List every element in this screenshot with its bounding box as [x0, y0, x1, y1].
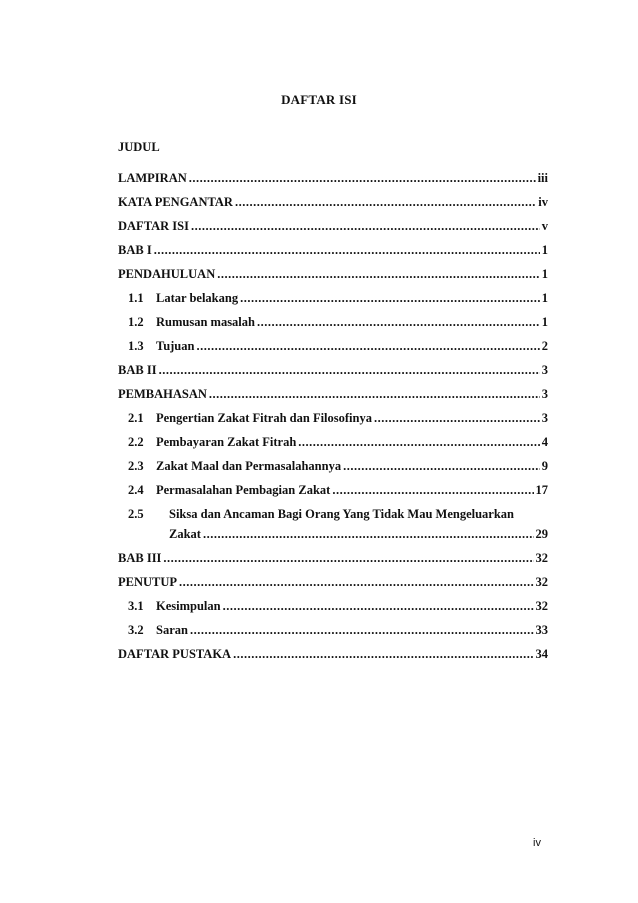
toc-label: Permasalahan Pembagian Zakat: [156, 483, 331, 497]
toc-label: JUDUL: [118, 140, 160, 154]
toc-section-number: 2.2: [128, 435, 144, 449]
toc-leader-dots: [223, 599, 534, 614]
toc-label: Kesimpulan: [156, 599, 221, 613]
toc-page-number: 32: [535, 551, 548, 565]
toc-label: LAMPIRAN: [118, 171, 187, 185]
toc-entry-2-1[interactable]: [118, 411, 548, 435]
toc-section-number: 3.2: [128, 623, 144, 637]
toc-entry-1-3[interactable]: [118, 339, 548, 363]
toc-leader-dots: [343, 459, 540, 474]
toc-label: BAB II: [118, 363, 157, 377]
toc-page-number: 3: [541, 363, 548, 377]
toc-leader-dots: [163, 551, 533, 566]
toc-entry-judul: [118, 140, 548, 164]
toc-section-number: 2.3: [128, 459, 144, 473]
toc-section-number: 3.1: [128, 599, 144, 613]
toc-leader-dots: [190, 623, 534, 638]
toc-leader-dots: [233, 647, 533, 662]
toc-label: Saran: [156, 623, 188, 637]
toc-page-number: 9: [541, 459, 548, 473]
toc-page-number: iv: [538, 195, 548, 209]
toc-entry-lampiran[interactable]: [118, 171, 548, 195]
toc-page-number: 1: [541, 291, 548, 305]
toc-entry-2-4[interactable]: [118, 483, 548, 507]
toc-label: DAFTAR ISI: [118, 219, 189, 233]
table-of-contents: [118, 140, 548, 671]
toc-label: Tujuan: [156, 339, 195, 353]
toc-entry-2-2[interactable]: [118, 435, 548, 459]
toc-page-number: 4: [541, 435, 548, 449]
toc-entry-3-2[interactable]: [118, 623, 548, 647]
toc-entry-pembahasan[interactable]: [118, 387, 548, 411]
toc-label: BAB III: [118, 551, 162, 565]
toc-leader-dots: [235, 195, 536, 210]
toc-section-number: 1.3: [128, 339, 144, 353]
toc-leader-dots: [203, 527, 534, 542]
toc-leader-dots: [179, 575, 533, 590]
toc-entry-bab-2[interactable]: [118, 363, 548, 387]
toc-leader-dots: [374, 411, 540, 426]
toc-page-number: iii: [537, 171, 548, 185]
toc-leader-dots: [196, 339, 539, 354]
toc-section-number: 1.1: [128, 291, 144, 305]
toc-label: PENDAHULUAN: [118, 267, 216, 281]
toc-entry-penutup[interactable]: [118, 575, 548, 599]
toc-label: PEMBAHASAN: [118, 387, 207, 401]
toc-label: Rumusan masalah: [156, 315, 255, 329]
toc-entry-daftar-pustaka[interactable]: [118, 647, 548, 671]
toc-leader-dots: [159, 363, 540, 378]
toc-leader-dots: [298, 435, 539, 450]
toc-entry-1-1[interactable]: [118, 291, 548, 315]
toc-label: DAFTAR PUSTAKA: [118, 647, 232, 661]
toc-page-number: 1: [541, 243, 548, 257]
toc-page-number: 32: [535, 575, 548, 589]
toc-section-number: 1.2: [128, 315, 144, 329]
toc-leader-dots: [191, 219, 540, 234]
toc-label-line-1: Siksa dan Ancaman Bagi Orang Yang Tidak Mau Mengeluarkan: [169, 507, 514, 521]
toc-label-line-2: Zakat: [169, 527, 201, 541]
toc-leader-dots: [257, 315, 540, 330]
toc-leader-dots: [189, 171, 536, 186]
toc-leader-dots: [332, 483, 533, 498]
toc-label: Latar belakang: [156, 291, 239, 305]
toc-label: PENUTUP: [118, 575, 178, 589]
toc-page-number: 17: [535, 483, 548, 497]
toc-label: BAB I: [118, 243, 152, 257]
page-title: DAFTAR ISI: [281, 92, 357, 107]
toc-page-number: 3: [541, 411, 548, 425]
toc-entry-bab-3[interactable]: [118, 551, 548, 575]
toc-page-number: 3: [541, 387, 548, 401]
toc-label: Pembayaran Zakat Fitrah: [156, 435, 297, 449]
toc-leader-dots: [240, 291, 540, 306]
toc-entry-3-1[interactable]: [118, 599, 548, 623]
toc-entry-bab-1[interactable]: [118, 243, 548, 267]
toc-section-number: 2.1: [128, 411, 144, 425]
toc-leader-dots: [154, 243, 540, 258]
toc-entry-pendahuluan[interactable]: [118, 267, 548, 291]
toc-page-number: 32: [535, 599, 548, 613]
toc-page-number: 34: [535, 647, 548, 661]
toc-page-number: 33: [535, 623, 548, 637]
toc-entry-2-5[interactable]: [118, 507, 548, 547]
toc-label: Pengertian Zakat Fitrah dan Filosofinya: [156, 411, 372, 425]
toc-leader-dots: [209, 387, 540, 402]
toc-page-number: 1: [541, 315, 548, 329]
toc-section-number: 2.4: [128, 483, 144, 497]
toc-label: KATA PENGANTAR: [118, 195, 233, 209]
toc-entry-kata-pengantar[interactable]: [118, 195, 548, 219]
toc-entry-1-2[interactable]: [118, 315, 548, 339]
footer-page-number: iv: [533, 837, 541, 849]
toc-label: Zakat Maal dan Permasalahannya: [156, 459, 342, 473]
toc-page-number: 29: [535, 527, 548, 541]
toc-entry-2-3[interactable]: [118, 459, 548, 483]
toc-page-number: v: [541, 219, 548, 233]
toc-section-number: 2.5: [128, 507, 144, 521]
toc-leader-dots: [217, 267, 540, 282]
toc-page-number: 2: [541, 339, 548, 353]
toc-entry-daftar-isi[interactable]: [118, 219, 548, 243]
toc-page-number: 1: [541, 267, 548, 281]
